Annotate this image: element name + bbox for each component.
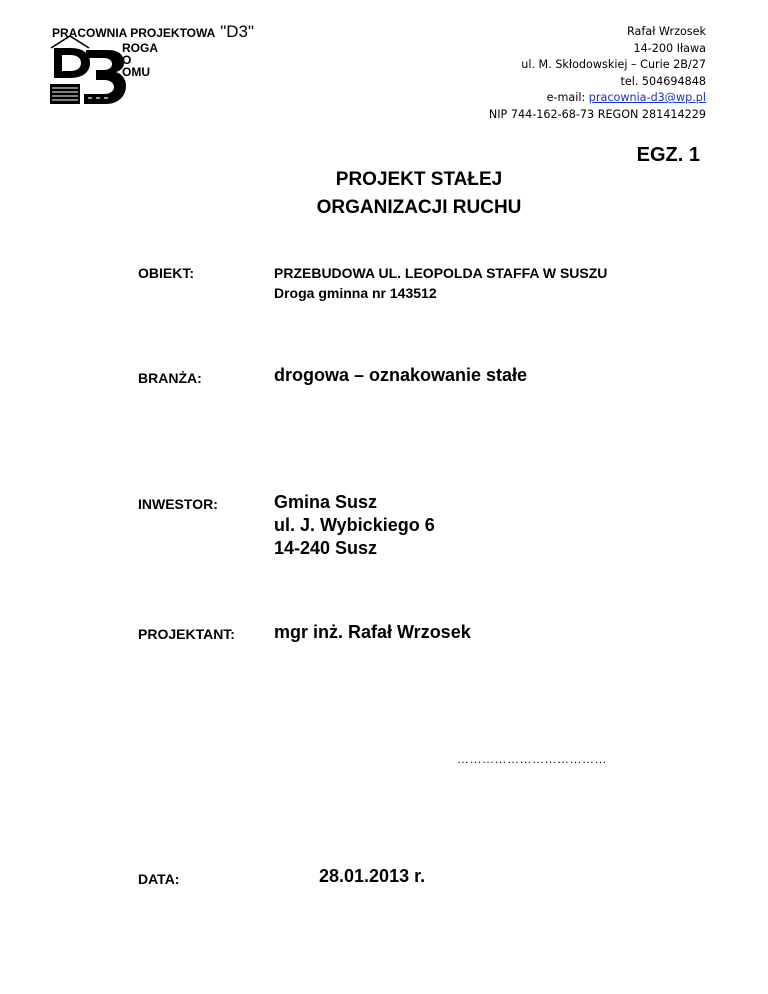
- document-title: [0, 166, 768, 222]
- contact-email-row: [489, 90, 706, 107]
- logo-word: OMU: [122, 65, 150, 79]
- firm-name-text: PRACOWNIA PROJEKTOWA: [52, 26, 215, 40]
- branch-label: BRANŻA:: [138, 370, 202, 386]
- object-label: OBIEKT:: [138, 265, 194, 281]
- contact-street: ul. M. Skłodowskiej – Curie 2B/27: [521, 58, 706, 71]
- contact-name: Rafał Wrzosek: [627, 25, 706, 38]
- date-label: DATA:: [138, 871, 180, 887]
- investor-line-3: 14-240 Susz: [274, 538, 378, 558]
- logo-word: O: [122, 53, 132, 67]
- contact-block: [489, 24, 706, 123]
- email-prefix: e-mail:: [546, 91, 589, 104]
- designer-value: mgr inż. Rafał Wrzosek: [274, 622, 471, 642]
- investor-label: INWESTOR:: [138, 496, 218, 512]
- logo-words: [122, 42, 158, 78]
- object-line-2: Droga gminna nr 143512: [274, 285, 437, 301]
- date-value: 28.01.2013 r.: [319, 866, 426, 886]
- copy-number: EGZ. 1: [636, 144, 700, 166]
- title-line-1: PROJEKT STAŁEJ: [335, 169, 503, 190]
- contact-registry: NIP 744-162-68-73 REGON 281414229: [488, 107, 706, 121]
- investor-line-2: ul. J. Wybickiego 6: [274, 515, 435, 535]
- object-value: [274, 263, 607, 303]
- signature-line: ………………………………: [457, 752, 607, 766]
- designer-label: PROJEKTANT:: [138, 626, 235, 642]
- logo-word: ROGA: [122, 41, 158, 55]
- object-line-1: PRZEBUDOWA UL. LEOPOLDA STAFFA W SUSZU: [274, 265, 608, 281]
- branch-value: drogowa – oznakowanie stałe: [274, 365, 528, 385]
- title-line-2: ORGANIZACJI RUCHU: [316, 197, 522, 218]
- email-link[interactable]: pracownia-d3@wp.pl: [588, 91, 706, 104]
- investor-value: [274, 491, 435, 560]
- contact-postal: 14-200 Iława: [633, 41, 706, 55]
- investor-line-1: Gmina Susz: [274, 492, 378, 512]
- firm-code: "D3": [220, 22, 255, 41]
- contact-phone: tel. 504694848: [620, 74, 706, 88]
